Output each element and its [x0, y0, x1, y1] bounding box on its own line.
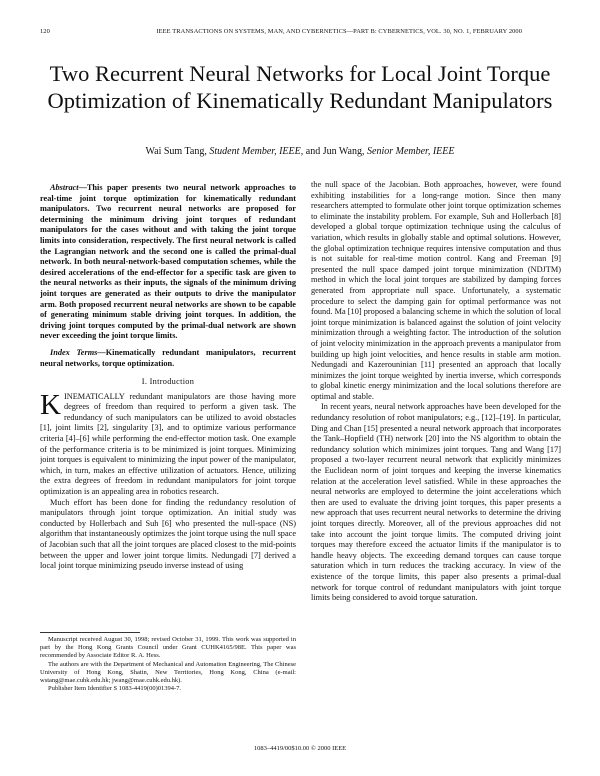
author-affiliation-1: Student Member, IEEE,	[209, 146, 304, 157]
right-column	[311, 180, 561, 730]
drop-cap: K	[40, 388, 61, 421]
running-head: IEEE TRANSACTIONS ON SYSTEMS, MAN, AND CYBERNETICS—PART B: CYBERNETICS, VOL. 30, NO. 1, FEBRUARY 2000	[156, 28, 522, 35]
footnote-publisher-id: Publisher Item Identifier S 1083-4419(00)01394-7.	[48, 685, 182, 693]
author-name-1: Wai Sum Tang,	[145, 146, 207, 157]
intro-paragraph-4: In recent years, neural network approaches have been developed for the redundancy resolution of robot manipulators; e.g., [12]–[19]. In particular, Ding and Chan [15] presented a neural network approach that incorporates the Tank–Hopfield (TH) network [20] into the NS algorithm to obtain the redundancy solution which minimizes joint torques. Tang and Wang [17] proposed a two-layer recurrent neural network that explicitly minimizes the Euclidean norm of joint torques and keeping the inverse kinematics relation at the acceleration level satisfied. While in these approaches the neural networks are employed to determine the joint accelerations which then are used to evaluate the driving joint torques, this paper presents a new approach that uses recurrent neural networks to determine the driving joint torques directly. Moreover, all of the previous approaches did not take into account the joint torque limits. The computed driving joint torques may therefore exceed the actuator limits if the manipulator is to handle heavy objects. The exceeding demand torques can cause torque saturation which in turn reduces the tracking accuracy. In view of the existence of the torque limits, this paper also presents a primal-dual network for torque control of redundant manipulators with joint torque limits being considered to avoid torque saturation.	[311, 402, 561, 603]
page-number: 120	[40, 28, 50, 35]
lead-in-word: INEMATICALLY	[63, 391, 125, 401]
index-terms-label: Index Terms—	[50, 347, 106, 357]
intro-paragraph-1-text: redundant manipulators are those having more degrees of freedom than required to perform a given task. The redundancy of such manipulators can be utilized to avoid obstacles [1], joint limits [2], singularity [3], and to optimize various performance criteria [4]–[6] while performing the end-effector motion task. One example of the performance criteria is to be minimized is joint torques. Minimizing joint torques is equivalent to minimizing the input power of the manipulator, which, in turn, makes an effective utilization of actuators. Hence, utilizing the extra degrees of freedom in redundant manipulators for joint torque optimization is an appealing area in robotics research.	[40, 391, 296, 497]
intro-paragraph-1	[40, 388, 296, 498]
index-terms	[40, 348, 296, 369]
abstract	[40, 183, 296, 342]
author-line	[40, 146, 560, 157]
left-column	[40, 180, 296, 630]
intro-paragraph-2: Much effort has been done for finding the redundancy resolution of manipulators through joint torque optimization. An initial study was conducted by Hollerbach and Suh [6] who presented the null-space (NS) algorithm that instantaneously optimizes the joint torque using the null space of Jacobian such that all the joint torques are placed closest to the mid-points between the upper and lower joint torque limits. Nedungadi [7] derived a local joint torque minimizing pseudo inverse instead of using	[40, 497, 296, 571]
footnote-manuscript: Manuscript received August 30, 1998; revised October 31, 1999. This work was supported in part by the Hong Kong Grants Council under Grant CUHK4165/98E. This paper was recommended by Associate Editor R. A. Hess.	[40, 636, 296, 660]
footnote-divider	[40, 632, 140, 633]
copyright-footer: 1083–4419/00$10.00 © 2000 IEEE	[253, 745, 347, 752]
footnote-authors: The authors are with the Department of Mechanical and Automation Engineering, The Chinese University of Hong Kong, Shatin, New Territories, Hong Kong, China (e-mail: wstang@mae.cuhk.edu.hk; jwang@mae.cuhk.edu.hk).	[40, 660, 296, 685]
index-terms-text: Kinematically redundant manipulators, recurrent neural networks, torque optimization.	[40, 347, 296, 368]
intro-paragraph-3: the null space of the Jacobian. Both approaches, however, were found exhibiting instabilities for a long-range motion. Since then many researchers attempted to formulate other joint torque optimization schemes to eliminate the instability problem. For example, Suh and Hollerbach [8] developed a global torque optimization technique using the calculus of variation, which results in globally stable and optimal solutions. However, the global optimization technique requires intensive computation and thus is not suitable for real-time motion control. Kang and Freeman [9] presented the null space damped joint torque minimization (NDJTM) method in which the local joint torques are stabilized by damping forces generated from appropriate null space. Unfortunately, a systematic procedure to select the damping gain for optimal performance was not found. Ma [10] proposed a balancing scheme in which the solution of local joint torque minimization is balanced against the solution of joint velocity minimization through a weighting factor. The introduction of the solution of joint velocity minimization in the approach prevents a manipulator from building up high joint velocities, and hence results in stable arm motion. Nedungadi and Kazerouninian [11] presented an approach that locally minimizes the joint torque weighted by inertia inverse, which corresponds to global kinetic energy minimization and the local solutions therefore are optimal and stable.	[311, 180, 561, 401]
paper-title: Two Recurrent Neural Networks for Local Joint Torque Optimization of Kinematically Redundant Manipulators	[47, 61, 553, 113]
abstract-text: This paper presents two neural network approaches to real-time joint torque optimization for kinematically redundant manipulators. Two recurrent neural networks are proposed for determining the minimum driving joint torques of redundant manipulators for the cases without and with taking the joint torque limits into consideration, respectively. The first neural network is called the Lagrangian network and the second one is called the primal-dual network. In both neural-network-based computation schemes, while the desired accelerations of the end-effector for a specific task are given to the neural networks as their inputs, the signals of the minimum driving joint torques are generated as their outputs to drive the manipulator arm. Both proposed recurrent neural networks are shown to be capable of generating minimum stable driving joint torques. In addition, the driving joint torques computed by the primal-dual network are shown never exceeding the joint torque limits.	[40, 183, 296, 341]
author-affiliation-2: Senior Member, IEEE	[367, 146, 455, 157]
author-conjunction: and	[305, 146, 321, 157]
section-heading-introduction: I. Introduction	[141, 377, 195, 387]
abstract-label: Abstract—	[50, 183, 87, 192]
author-name-2: Jun Wang,	[322, 146, 365, 157]
footnote	[40, 636, 296, 693]
